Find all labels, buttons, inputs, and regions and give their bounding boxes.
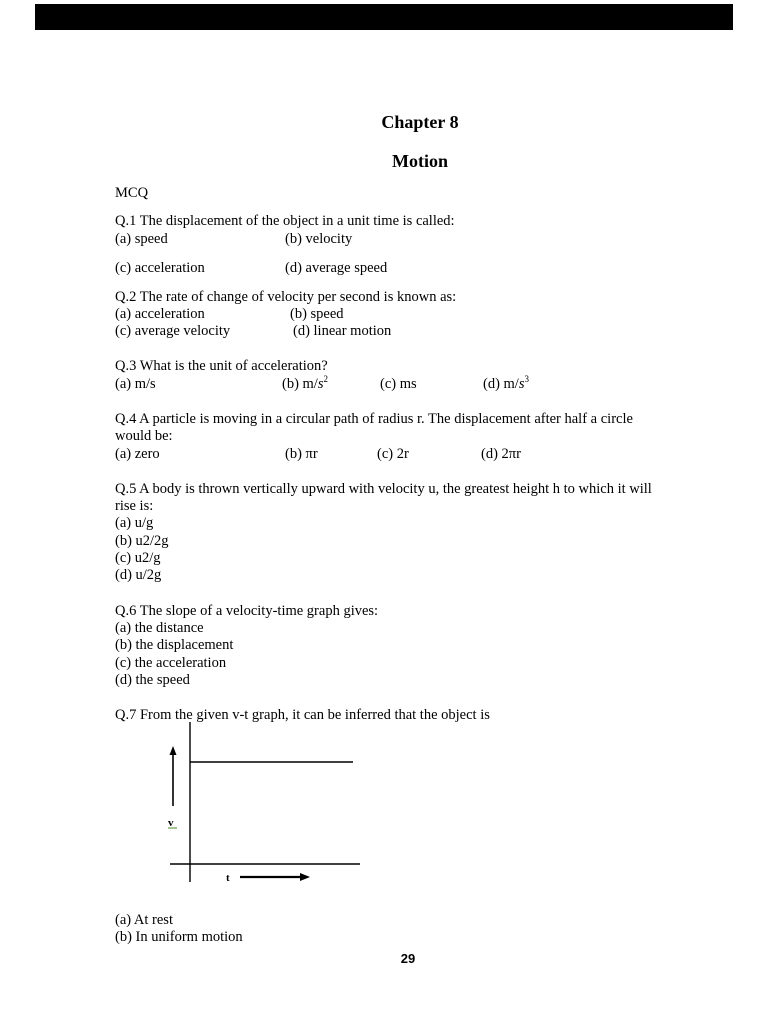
page-number: 29 — [400, 951, 416, 966]
question-1-option-d: (d) average speed — [285, 260, 388, 276]
question-5-option-d: (d) u/2g — [115, 567, 162, 583]
question-4-stem-line-2: would be: — [115, 428, 173, 444]
question-5-option-c: (c) u2/g — [115, 550, 161, 566]
question-6-option-b: (b) the displacement — [115, 637, 234, 653]
question-1-stem: Q.1 The displacement of the object in a unit time is called: — [115, 213, 455, 229]
question-6-option-c: (c) the acceleration — [115, 655, 227, 671]
question-5-option-b: (b) u2/2g — [115, 533, 169, 549]
question-4-option-a: (a) zero — [115, 446, 160, 462]
question-3-option-c: (c) ms — [380, 376, 417, 392]
question-2-option-b: (b) speed — [290, 306, 344, 322]
chapter-subject: Motion — [392, 151, 448, 171]
question-4-option-b: (b) πr — [285, 446, 318, 462]
question-2-option-a: (a) acceleration — [115, 306, 205, 322]
question-7-option-b: (b) In uniform motion — [115, 929, 243, 945]
chapter-title: Chapter 8 — [381, 112, 459, 132]
question-3-option-b: (b) $m/s^2$ — [282, 374, 328, 392]
question-7-option-a: (a) At rest — [115, 912, 173, 928]
question-2-stem: Q.2 The rate of change of velocity per second is known as: — [115, 289, 457, 305]
question-4-option-c: (c) 2r — [377, 446, 409, 462]
question-3-option-a: (a) m/s — [115, 376, 156, 392]
graph-y-label: v — [168, 817, 174, 829]
question-7-stem: Q.7 From the given v-t graph, it can be inferred that the object is — [115, 707, 490, 723]
y-arrow-icon — [170, 746, 177, 806]
question-2-option-c: (c) average velocity — [115, 323, 231, 339]
question-4-option-d: (d) 2πr — [481, 446, 521, 462]
question-4-stem-line-1: Q.4 A particle is moving in a circular path of radius r. The displacement after half a circle — [115, 411, 633, 427]
question-3-option-d: (d) $m/s^3$ — [483, 374, 529, 392]
question-6-stem: Q.6 The slope of a velocity-time graph gives: — [115, 603, 379, 619]
question-1-option-c: (c) acceleration — [115, 260, 205, 276]
x-arrow-icon — [240, 873, 310, 881]
question-5-stem-line-2: rise is: — [115, 498, 154, 514]
page-header-bar — [35, 4, 733, 30]
question-5-option-a: (a) u/g — [115, 515, 154, 531]
question-1-option-a: (a) speed — [115, 231, 168, 247]
section-label: MCQ — [115, 185, 149, 201]
question-1-option-b: (b) velocity — [285, 231, 353, 247]
question-6-option-d: (d) the speed — [115, 672, 190, 688]
graph-x-label: t — [226, 872, 230, 884]
question-6-option-a: (a) the distance — [115, 620, 204, 636]
question-2-option-d: (d) linear motion — [293, 323, 392, 339]
question-3-stem: Q.3 What is the unit of acceleration? — [115, 358, 328, 374]
velocity-time-graph — [160, 722, 370, 887]
question-5-stem-line-1: Q.5 A body is thrown vertically upward with velocity u, the greatest height h to which it will — [115, 481, 652, 497]
